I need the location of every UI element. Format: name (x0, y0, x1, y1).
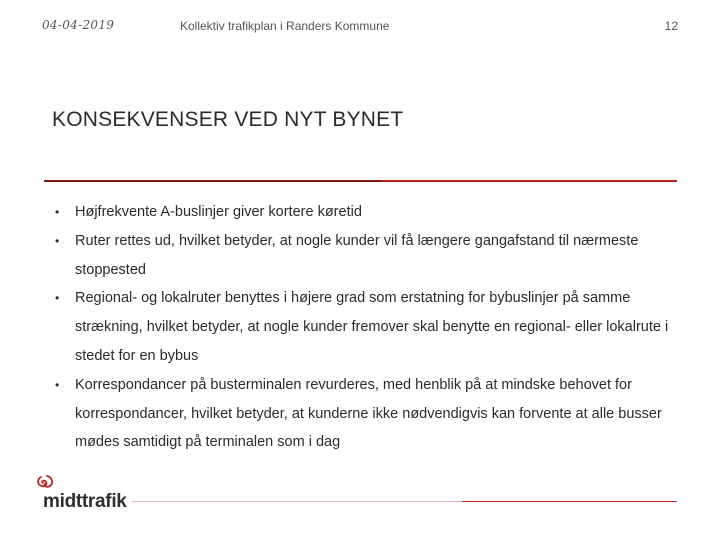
header-date: 04-04-2019 (42, 18, 115, 32)
bullet-text: Korrespondancer på busterminalen revurderes, med henblik på at mindske behovet for korrespondancer, hvilket betyder, at kunderne ikke nødvendigvis kan forvente at alle busser mødes samtidigt på terminalen som i dag (75, 376, 662, 451)
bullet-item (52, 227, 682, 285)
bullet-dot: • (55, 291, 60, 306)
bullet-item (52, 198, 682, 227)
bullet-text: Ruter rettes ud, hvilket betyder, at nogle kunder vil få længere gangafstand til nærmeste stoppested (75, 232, 639, 278)
bullet-text: Regional- og lokalruter benyttes i højere grad som erstatning for bybuslinjer på samme strækning, hvilket betyder, at nogle kunder fremover skal benytte en regional- eller lokalrute i stedet for en bybus (75, 290, 669, 364)
bullet-dot: • (55, 377, 60, 392)
footer-divider (132, 501, 677, 502)
bullet-dot: • (55, 233, 60, 248)
title-divider-shade (44, 180, 381, 182)
bullet-dot: • (55, 205, 60, 219)
logo-wordmark: midttrafik (43, 491, 127, 512)
page-number: 12 (664, 19, 678, 33)
footer-divider-shade (132, 501, 462, 502)
midttrafik-logo (33, 474, 133, 514)
slide-title: KONSEKVENSER VED NYT BYNET (52, 108, 404, 131)
bullet-text: Højfrekvente A-buslinjer giver kortere køretid (75, 204, 362, 220)
bullet-list (52, 198, 682, 457)
header-document-title: Kollektiv trafikplan i Randers Kommune (180, 19, 390, 33)
bullet-item (52, 284, 682, 370)
bullet-item (52, 371, 682, 457)
title-divider (44, 180, 677, 182)
